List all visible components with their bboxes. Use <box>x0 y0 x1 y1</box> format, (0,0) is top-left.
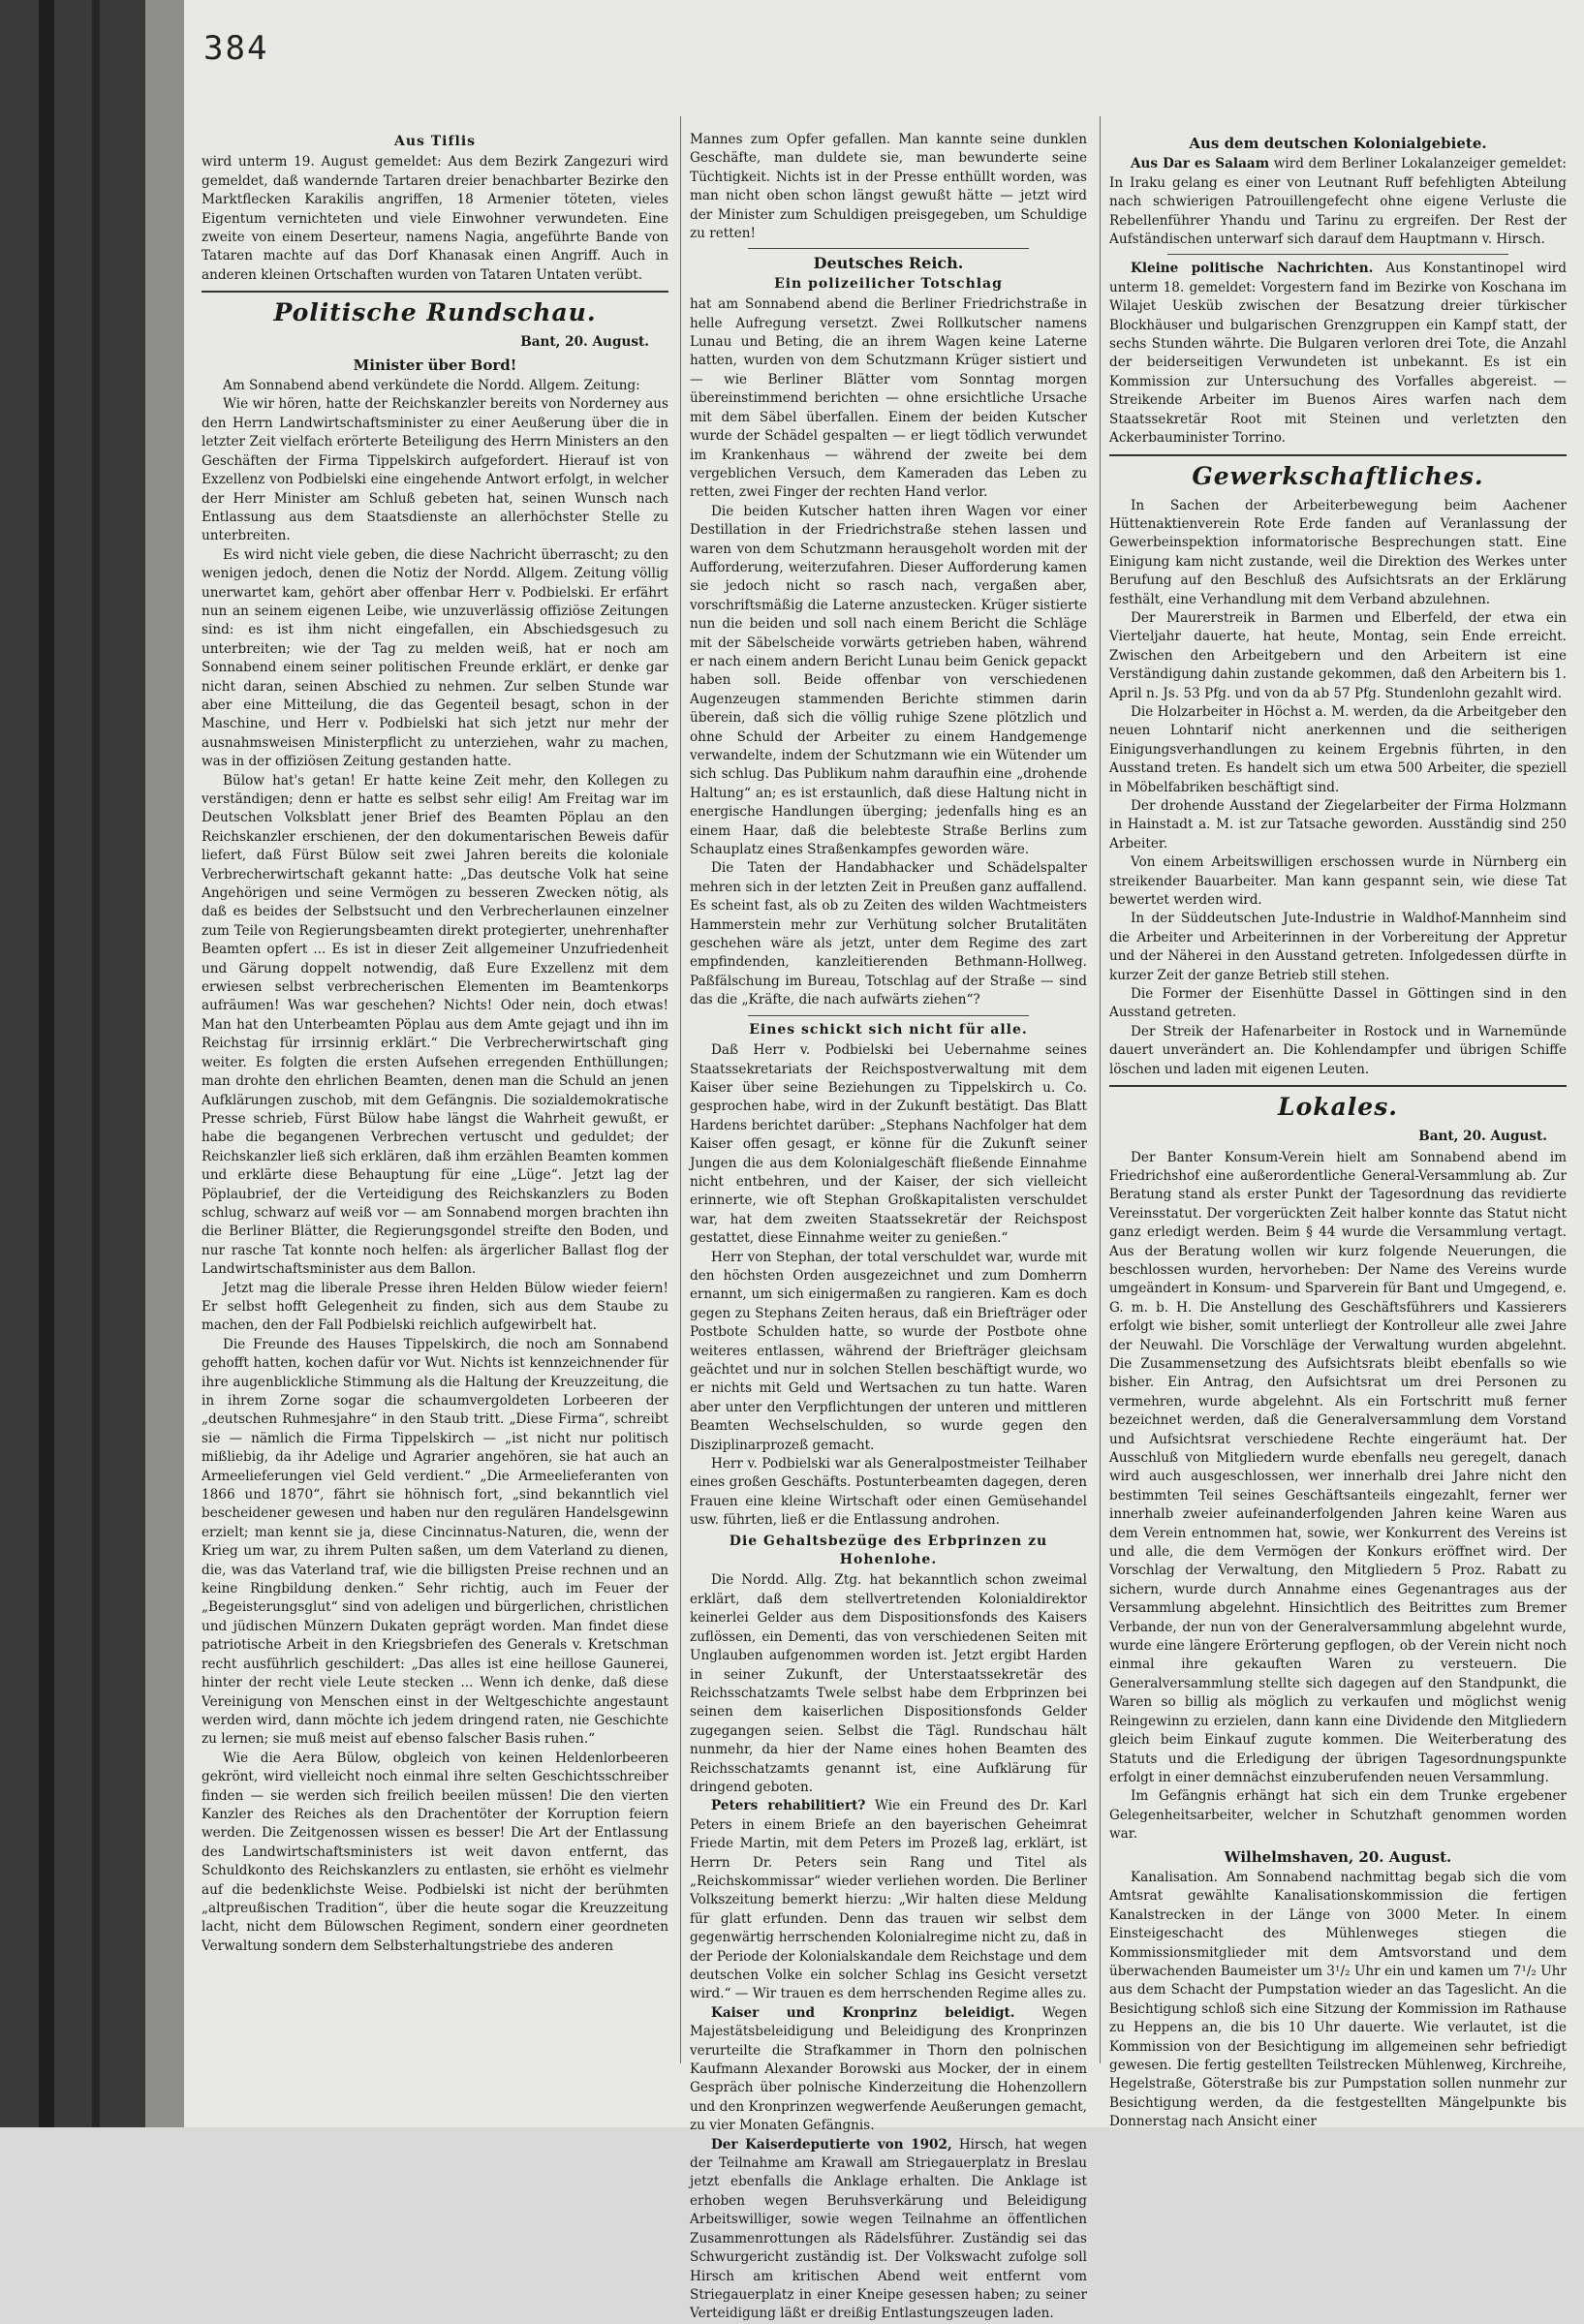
article-paragraph: Die Taten der Handabhacker und Schädelspalter mehren sich in der letzten Zeit in Preußen ganz auffallend. Es scheint fast, als ob zu Zeiten des wilden Wachtmeisters Hammerstein mehr zur Verhütung solcher Brutalitäten geschehen wäre als jetzt, unter dem Regime des zart empfindenden, kanzleitierenden Bethmann-Hollweg. Paßfälschung im Bureau, Totschlag auf der Straße — sind das die „Kräfte, die nach aufwärts ziehen“? <box>690 860 1087 1008</box>
article-paragraph: Im Gefängnis erhängt hat sich ein dem Trunke ergebener Gelegenheitsarbeiter, welcher in Schutzhaft genommen worden war. <box>1109 1788 1567 1843</box>
article-paragraph: Am Sonnabend abend verkündete die Nordd. Allgem. Zeitung: <box>223 378 640 394</box>
article-text: Wegen Majestätsbeleidigung und Beleidigung des Kronprinzen verurteilte die Strafkammer in Thorn den polnischen Kaufmann Alexander Borowski aus Mocker, der in einem Gespräch über polnische Kinderzeitung die Hohenzollern und den Kronprinzen wegwerfende Aeußerungen gemacht, zu vier Monaten Gefängnis. <box>690 2004 1087 2134</box>
kolonial-heading: Aus dem deutschen Kolonialgebiete. <box>1189 135 1487 152</box>
article-paragraph: Der drohende Ausstand der Ziegelarbeiter der Firma Holzmann in Hainstadt a. M. ist zur Tatsache geworden. Ausständig sind 250 Arbeiter. <box>1109 798 1567 852</box>
article-paragraph: Herr v. Podbielski war als Generalpostmeister Teilhaber eines großen Geschäfts. Postunterbeamten dagegen, deren Frauen eine kleine Wirtschaft oder einen Gemüsehandel usw. führten, ließ er die Entlassung androhen. <box>690 1456 1087 1529</box>
article-paragraph: Kanalisation. Am Sonnabend nachmittag begab sich die vom Amtsrat gewählte Kanalisationskommission die fertigen Kanalstrecken in der Länge von 3000 Meter. In einem Einsteigeschacht des Mühlenweges stiegen die Kommissionsmitglieder mit dem Amtsvorstand und dem überwachenden Baumeister um 3¹/₂ Uhr ein und kamen um 7¹/₂ Uhr aus dem Schacht der Pumpstation wieder an das Tageslicht. An die Besichtigung schloß sich eine Sitzung der Kommission im Rathause zu Heppens an, die bis 10 Uhr dauerte. Wie verlautet, ist die Kommission von der Besichtigung im allgemeinen sehr befriedigt gewesen. Die fertig gestellten Teilstrecken Mühlenweg, Kirchreihe, Hegelstraße, Göterstraße bis zur Pumpstation sollen nunmehr zur Besichtigung werden, da die festgestellten Mängelpunkte bis Donnerstag nach Ansicht einer <box>1109 1869 1567 2130</box>
article-paragraph: Bülow hat's getan! Er hatte keine Zeit mehr, den Kollegen zu verständigen; denn er hatte es selbst sehr eilig! Am Freitag war im Deutschen Volksblatt jener Brief des Beamten Pöplau an den Reichskanzler erschienen, der den dokumentarischen Beweis dafür liefert, daß Fürst Bülow seit zwei Jahren bereits die koloniale Verbrecherwirtschaft gekannt hatte: „Das deutsche Volk hat seine Angehörigen und seine Vermögen zu besseren Zwecken nötig, als daß es beides der Selbstsucht und den Verbrecherlaunen einzelner zum Teile von Regierungsbeamten direkt protegierter, unehrenhafter Beamten opfert ... Es ist in dieser Zeit allgemeiner Unzufriedenheit und Gärung doppelt notwendig, daß Eure Exzellenz mit dem erwiesen selbst verbrecherischen Elementen im Beamtenkorps aufräumen! Was war geschehen? Nichts! Oder nein, doch etwas! Man hat den Unterbeamten Pöplau aus dem Amte gejagt und ihn im Reichstag für irrsinnig erklärt.“ Die Verbrecherwirtschaft ging weiter. Es folgten die ersten Aufsehen erregenden Enthüllungen; man drohte den ehrlichen Beamten, denen man die Schuld an jenen Aufklärungen zuschob, mit dem Gefängnis. Die sozialdemokratische Presse schrieb, Fürst Bülow habe längst die Wahrheit gewußt, er habe die begangenen Verbrechen vertuscht und geduldet; der Reichskanzler ließ sich erklären, daß ihm erzählen Beamten kommen und erklärte diese Behauptung für eine „Lüge“. Jetzt lag der Pöplaubrief, der die Verteidigung des Reichskanzlers zu Boden schlug, schwarz auf weiß vor — am Sonnabend morgen brachten ihn die Berliner Blätter, die Regierungsgondel streifte den Boden, und nur rasche Tat konnte noch helfen: als ärgerlicher Ballast flog der Landwirtschaftsminister aus dem Ballon. <box>202 772 668 1278</box>
totschlag-heading: Ein polizeilicher Totschlag <box>774 275 1003 292</box>
divider <box>748 248 1029 249</box>
article-paragraph: Die beiden Kutscher hatten ihren Wagen vor einer Destillation in der Friedrichstraße stehen lassen und waren von dem Schutzmann herausgeholt worden mit der Aufforderung, weiterzufahren. Dieser Aufforderung kamen sie jedoch nicht so rasch nach, vergaßen aber, vorschriftsmäßig die Laterne anzustecken. Krüger sistierte nun die beiden und soll nach einem Bericht die Schläge mit der Säbelscheide vorwärts getrieben haben, während er nach einem andern Bericht Lunau beim Genick gepackt haben soll. Beide offenbar von verschiedenen Augenzeugen stammenden Berichte stimmen darin überein, daß sich die völlig ruhige Szene plötzlich und ohne Schuld der Arbeiter zu einem Handgemenge verwandelte, indem der Schutzmann wie ein Wütender um sich schlug. Das Publikum nahm daraufhin eine „drohende Haltung“ an; es ist erstaunlich, daß diese Haltung nicht in energische Handlungen überging; jedenfalls hing es an einem Haar, daß die belebteste Straße Berlins zum Schauplatz eines Straßenkampfes geworden wäre. <box>690 503 1087 858</box>
article-paragraph: Herr von Stephan, der total verschuldet war, wurde mit den höchsten Orden ausgezeichnet und zum Domherrn ernannt, um sich einigermaßen zu rangieren. Kam es doch gegen zu Stephans Zeiten heraus, daß ein Briefträger oder Postbote Schulden hatte, so wurde der Postbote ohne weiteres entlassen, während der Briefträger gleichsam geächtet und nur in solchen Stellen beschäftigt wurde, wo er nichts mit Geld und Wertsachen zu tun hatte. Waren aber unter den Verpflichtungen der unteren und mittleren Beamten Wechselschulden, so wurde gegen den Disziplinarprozeß gemacht. <box>690 1249 1087 1453</box>
binding-edge-dark <box>39 0 54 2127</box>
article-paragraph: Der Maurerstreik in Barmen und Elberfeld, der etwa ein Vierteljahr dauerte, hat heute, Montag, sein Ende erreicht. Zwischen den Arbeitgebern und den Arbeitern ist eine Verständigung dahin zustande gekommen, daß den Arbeitern bis 1. April n. Js. 53 Pfg. und von da ab 57 Pfg. Stundenlohn gezahlt wird. <box>1109 609 1567 701</box>
article-text: Hirsch, hat wegen der Teilnahme am Krawall am Striegauerplatz in Breslau jetzt ebenfalls die Anklage erhalten. Die Anklage ist erhoben wegen Beruhsverkärung und Beleidigung Arbeitswilliger, sowie wegen Teilnahme an öffentlichen Zusammenrottungen als Rädelsführer. Zuständig sei das Schwurgericht zuständig ist. Der Volkswacht zufolge soll Hirsch am kritischen Abend weit entfernt vom Striegauerplatz in einer Kneipe gesessen haben; zu seiner Verteidigung läßt er dreißig Entlastungszeugen laden. <box>690 2136 1087 2322</box>
lokales-title: Lokales. <box>1278 1093 1398 1122</box>
article-text: Aus Konstantinopel wird unterm 18. gemeldet: Vorgestern fand im Bezirke von Koschana im Wilajet Uesküb zwischen der Besatzung dreier türkischer Blockhäuser und bulgarischen Grenzgruppen ein Kampf statt, der sechs Stunden währte. Die Bulgaren verloren drei Tote, die Anzahl der beiderseitigen Verwundeten ist unbekannt. Es ist ein Kommission zur Untersuchung des Vorfalles abgereist. — Streikende Arbeiter im Buenos Aires warfen nach dem Staatssekretär Root mit Steinen und verletzten den Ackerbauminister Torrino. <box>1109 261 1567 447</box>
page-number: 384 <box>203 29 269 68</box>
deutsches-reich-heading: Deutsches Reich. <box>813 254 964 273</box>
article-text: wird dem Berliner Lokalanzeiger gemeldet: In Iraku gelang es einer von Leutnant Ruff befehligten Abteilung nach schwierigen Patrouillengefecht ohne eigene Verluste die Rebellenführer Yhandu und Tarinu zu ergreifen. Der Rest der Aufständischen unterwarf sich darauf dem Hauptmann v. Hirsch. <box>1109 156 1567 248</box>
column-1 <box>202 131 668 2054</box>
section-divider <box>1109 1085 1567 1087</box>
article-paragraph: Die Nordd. Allg. Ztg. hat bekanntlich schon zweimal erklärt, daß dem stellvertretenden Kolonialdirektor keinerlei Gelder aus dem Dispositionsfonds des Kaisers zuflössen, ein Dementi, das von verschiedenen Seiten mit Unglauben aufgenommen worden ist. Jetzt ergibt Harden in seiner Zukunft, der Unterstaatssekretär des Reichsschatzamts Twele selbst habe dem Erbprinzen bei seinen dem kaiserlichen Dispositionsfonds Gelder zugegangen seien. Selbst die Tägl. Rundschau hält nunmehr, da hier der Name eines hohen Beamten des Reichsschatzamts genannt ist, eine Aufklärung für dringend geboten. <box>690 1572 1087 1795</box>
politik-dateline: Bant, 20. August. <box>520 334 649 351</box>
article-paragraph: Daß Herr v. Podbielski bei Uebernahme seines Staatssekretariats der Reichspostverwaltung mit dem Kaiser über seine Beziehungen zu Tippelskirch u. Co. gesprochen habe, wird in der Zukunft bestätigt. Das Blatt Hardens berichtet darüber: „Stephans Nachfolger hat dem Kaiser offen gesagt, er könne für die Zukunft seiner Jungen die aus dem Kolonialgeschäft fließende Einnahme nicht entbehren, und der Kaiser, der sich vielleicht erinnerte, wie oft Stephan Großkapitalisten verschuldet war, hat dem zweiten Staatssekretär der Reichspost gestattet, diese Einnahme weiter zu genießen.“ <box>690 1042 1087 1247</box>
peters-heading: Peters rehabilitiert? <box>711 1798 866 1814</box>
column-3 <box>1109 131 1567 2130</box>
article-paragraph: In Sachen der Arbeiterbewegung beim Aachener Hüttenaktienverein Rote Erde fanden auf Veranlassung der Gewerbeinspektion informatorische Besprechungen statt. Eine Einigung kam nicht zustande, weil die Direktion des Werkes unter Berufung auf den Beschluß des Aufsichtsrats an der Erklärung festhält, eine Verhandlung mit dem Verband abzulehnen. <box>1109 497 1567 607</box>
column-2 <box>690 131 1087 2322</box>
article-paragraph: Wie wir hören, hatte der Reichskanzler bereits von Norderney aus den Herrn Landwirtschaftsminister zu einer Aeußerung über die in letzter Zeit vielfach erörterte Beteiligung des Herrn Ministers an den Geschäften der Firma Tippelskirch aufgefordert. Hierauf ist von Exzellenz von Podbielski eine eingehende Antwort erfolgt, in welcher der Herr Minister am Schluß gebeten hat, seinen Wunsch nach Entlassung aus dem Staatsdienste an allerhöchster Stelle zu unterbreiten. <box>202 396 668 544</box>
article-paragraph: Die Holzarbeiter in Höchst a. M. werden, da die Arbeitgeber den neuen Lohntarif nicht anerkennen und die seitherigen Einigungsverhandlungen zu keinem Ergebnis führten, in den Ausstand treten. Es handelt sich um etwa 500 Arbeiter, die speziell in Möbelfabriken beschäftigt sind. <box>1109 703 1567 795</box>
kaiser-heading: Kaiser und Kronprinz beleidigt. <box>711 2004 1015 2021</box>
article-paragraph: Wie die Aera Bülow, obgleich von keinen Heldenlorbeeren gekrönt, wird vielleicht noch einmal ihre selten Geschichtsschreiber finden — sie werden sich freilich beeilen müssen! Die den vierten Kanzler des Reiches als den Drachentöter der Korruption feiern werden. Die Zeitgenossen wissen es besser! Die Art der Entlassung des Landwirtschaftsministers ist weit davon entfernt, das Schuldkonto des Reichskanzlers zu entlasten, sie erhöht es vielmehr auf die bedenklichste Weise. Podbielski ist nicht der berühmten „altpreußischen Tradition“, über die heute sogar die Kreuzzeitung lacht, nicht dem Bülowschen Regiment, sondern einer geordneten Verwaltung sondern dem Selbsterhaltungstriebe des anderen <box>202 1750 668 1954</box>
newspaper-page <box>184 0 1584 2322</box>
wilhelmshaven-dateline: Wilhelmshaven, 20. August. <box>1224 1847 1452 1866</box>
article-paragraph: In der Süddeutschen Jute-Industrie in Waldhof-Mannheim sind die Arbeiter und Arbeiterinnen in der Vorbereitung der Appretur und der Näherei in den Ausstand getreten. Infolgedessen dürfte in kurzer Zeit der ganze Betrieb still stehen. <box>1109 911 1567 983</box>
gewerkschaftliches-title: Gewerkschaftliches. <box>1192 461 1484 490</box>
eines-heading: Eines schickt sich nicht für alle. <box>749 1021 1028 1038</box>
kleine-nachrichten-lead: Kleine politische Nachrichten. <box>1131 261 1374 277</box>
binding-edge-stripe <box>92 0 100 2127</box>
divider <box>1167 254 1508 255</box>
column-rule-1 <box>680 116 681 2063</box>
article-paragraph: Die Former der Eisenhütte Dassel in Göttingen sind in den Ausstand getreten. <box>1109 986 1567 1021</box>
column-rule-2 <box>1100 116 1101 2063</box>
tiflis-text: wird unterm 19. August gemeldet: Aus dem Bezirk Zangezuri wird gemeldet, daß wandernde Tartaren dreier benachbarter Bezirke den Marktflecken Karakilis angriffen, 18 Armenier töteten, vieles Eigentum vernichteten und viele Einwohner verwundeten. Eine zweite von einem Deserteur, namens Nagia, angeführte Bande von Tataren machte auf das Dorf Khanasak einen Angriff. Auch in anderen kleinen Ortschaften wurden von Tataren Untaten verübt. <box>202 154 668 283</box>
section-divider <box>1109 454 1567 456</box>
minister-heading: Minister über Bord! <box>353 356 517 374</box>
dar-es-salaam-lead: Aus Dar es Salaam <box>1131 156 1270 172</box>
article-paragraph: Jetzt mag die liberale Presse ihren Helden Bülow wieder feiern! Er selbst hofft Gelegenheit zu finden, sich aus dem Staube zu machen, den der Fall Podbielski reichlich aufgewirbelt hat. <box>202 1280 668 1334</box>
article-text: Wie ein Freund des Dr. Karl Peters in einem Briefe an den bayerischen Geheimrat Friede Martin, mit dem Peters im Prozeß lag, erklärt, ist Herrn Dr. Peters sein Rang und Titel als „Reichskommissar“ wieder verliehen worden. Die Berliner Volkszeitung bemerkt hierzu: „Wir halten diese Meldung für glatt erfunden. Denn das trauen wir selbst dem gegenwärtig herrschenden Kolonialregime nicht zu, daß in der Periode der Kolonialskandale dem Reichstage und dem deutschen Volke ein solcher Schlag ins Gesicht versetzt wird.“ — Wir trauen es dem herrschenden Regime alles zu. <box>690 1798 1087 2002</box>
section-divider <box>202 291 668 293</box>
kaiserdeputierte-heading: Der Kaiserdeputierte von 1902, <box>711 2136 952 2153</box>
politische-rundschau-title: Politische Rundschau. <box>273 298 597 327</box>
article-paragraph: Der Streik der Hafenarbeiter in Rostock und in Warnemünde dauert unverändert an. Die Kohlendampfer und übrigen Schiffe löschen und laden mit eigenen Leuten. <box>1109 1023 1567 1077</box>
divider <box>748 1015 1029 1016</box>
article-paragraph: Mannes zum Opfer gefallen. Man kannte seine dunklen Geschäfte, man duldete sie, man bewunderte seine Tüchtigkeit. Nichts ist in der Presse enthüllt worden, was man nicht oben schon längst gewußt hätte — jetzt wird der Minister zum Schuldigen preisgegeben, um Schuldige zu retten! <box>690 132 1087 242</box>
gehalt-heading: Die Gehaltsbezüge des Erbprinzen zu Hohenlohe. <box>729 1533 1048 1568</box>
binding-gutter <box>145 0 184 2127</box>
tiflis-heading: Aus Tiflis <box>393 134 477 149</box>
article-paragraph: hat am Sonnabend abend die Berliner Friedrichstraße in helle Aufregung versetzt. Zwei Rollkutscher namens Lunau und Beting, die an ihrem Wagen keine Laterne hatten, wurden von dem Schutzmann Krüger sistiert und — wie Berliner Blätter vom Sonntag morgen übereinstimmend berichten — ohne ersichtliche Ursache mit dem Säbel überfallen. Einem der beiden Kutscher wurde der Schädel gespalten — er liegt tödlich verwundet im Krankenhaus — während der zweite bei dem vergeblichen Versuch, dem Kameraden das Leben zu retten, zwei Finger der rechten Hand verlor. <box>690 296 1087 501</box>
book-binding <box>0 0 184 2127</box>
lokales-dateline: Bant, 20. August. <box>1418 1129 1547 1145</box>
article-paragraph: Von einem Arbeitswilligen erschossen wurde in Nürnberg ein streikender Bauarbeiter. Man kann gespannt sein, wie diese Tat bewertet werden wird. <box>1109 854 1567 909</box>
article-paragraph: Der Banter Konsum-Verein hielt am Sonnabend abend im Friedrichshof eine außerordentliche General-Versammlung ab. Zur Beratung stand als erster Punkt der Tagesordnung das revidierte Vereinsstatut. Der vorgerückten Zeit halber konnte das Statut nicht ganz erledigt werden. Beim § 44 wurde die Versammlung vertagt. Aus der Beratung wollen wir kurz folgende Neuerungen, die beschlossen wurden, hervorheben: Der Name des Vereins wurde umgeändert in Konsum- und Sparverein für Bant und Umgegend, e. G. m. b. H. Die Anstellung des Geschäftsführers und Kassierers erfolgt wie bisher, somit unterliegt der Kontrolleur alle zwei Jahre der Neuwahl. Die Vorschläge der Verwaltung wurden abgelehnt. Die Zusammensetzung des Aufsichtsrats bleibt ebenfalls so wie bisher. Ein Antrag, den Aufsichtsrat um drei Personen zu vermehren, wurde abgelehnt. Als ein Fortschritt muß ferner bezeichnet werden, daß die Generalversammlung dem Vorstand und Aufsichtsrat verschiedene Rechte eingeräumt hat. Der Ausschluß von Mitgliedern wurde ebenfalls neu geregelt, danach wird auch ausgeschlossen, wer innerhalb drei Jahre nicht den bestimmten Teil seines Geschäftsanteils eingezahlt, ferner wer innerhalb zweier aufeinanderfolgenden Jahren keine Waren aus dem Verein entnommen hat, sowie, wer Konkurrent des Vereins ist und alle, die dem Vermögen der Konkurs eröffnet wird. Der Vorschlag der Verwaltung, den Mitgliedern 5 Proz. Rabatt zu sichern, wurde durch Annahme eines Gegenantrages aus der Versammlung abgelehnt. Hinsichtlich des Beitrittes zum Bremer Verbande, der nun von der Generalversammlung abgelehnt wurde, wurde eine längere Erörterung gepflogen, ob der Verein nicht noch einmal ihre gekauften Waren zu versteuern. Die Generalversammlung stellte sich dagegen auf den Standpunkt, die Waren so billig als möglich zu verkaufen und möglichst wenig Reingewinn zu erzielen, dann kann eine Dividende den Mitgliedern gleich beim Einkauf zugute kommen. Die Weiterberatung des Statuts und die Erledigung der übrigen Tagesordnungspunkte erfolgt in einer demnächst einzuberufenden neuen Versammlung. <box>1109 1149 1567 1785</box>
article-paragraph: Es wird nicht viele geben, die diese Nachricht überrascht; zu den wenigen jedoch, denen die Notiz der Nordd. Allgem. Zeitung völlig unerwartet kam, gehört aber offenbar Herr v. Podbielski. Er erfährt nun an seinem eigenen Leibe, wie unzuverlässig offiziöse Zeitungen sind: es ist ihm nicht eingefallen, ein Abschiedsgesuch zu unterbreiten; wie der Tag zu melden weiß, hat er noch am Sonnabend einem seiner politischen Freunde erklärt, er denke gar nicht daran, seinen Abschied zu nehmen. Zur selben Stunde war aber eine Mitteilung, die das Gegenteil besagt, schon in der Maschine, und Herr v. Podbielski hat sich jetzt nur mehr der ausnahmsweisen Ministerpflicht zu unterziehen, wahr zu machen, was in der offiziösen Zeitung gestanden hatte. <box>202 546 668 770</box>
article-paragraph: Die Freunde des Hauses Tippelskirch, die noch am Sonnabend gehofft hatten, kochen dafür vor Wut. Nichts ist kennzeichnender für ihre augenblickliche Stimmung als die Haltung der Kreuzzeitung, die in ihrem Zorne sogar die schaumvergoldeten Lorbeeren der „deutschen Ruhmesjahre“ in den Staub tritt. „Diese Firma“, schreibt sie — nämlich die Firma Tippelskirch — „ist nicht nur politisch mißliebig, da ihr Adelige und Agrarier angehören, sie hat auch an Armeelieferungen viel Geld verdient.“ „Die Armeelieferanten von 1866 und 1870“, fährt sie höhnisch fort, „sind bekanntlich viel bescheidener gewesen und haben nur den regulären Handelsgewinn erzielt; man kennt sie ja, diese Cincinnatus-Naturen, die, wenn der Krieg um war, zu ihrem Pulten saßen, um dem Vaterland zu dienen, die, was das Vaterland traf, wie die billigsten Preise rechnen und an keine Ringbildung denken.“ Sehr richtig, auch im Feuer der „Begeisterungsglut“ sind von adeligen und bürgerlichen, christlichen und jüdischen Münzern Dukaten geprägt worden. Man findet diese patriotische Arbeit in den Kriegsbriefen des Generals v. Kretschman recht ausführlich geschildert: „Das alles ist eine heillose Gaunerei, hinter der recht viele Leute stecken ... Wenn ich denke, daß diese Vereinigung von Menschen einst in der Weltgeschichte angestaunt werden wird, dann möchte ich jedem dringend raten, nie Geschichte zu lernen; sie muß meist auf ebenso falscher Basis ruhen.“ <box>202 1336 668 1748</box>
